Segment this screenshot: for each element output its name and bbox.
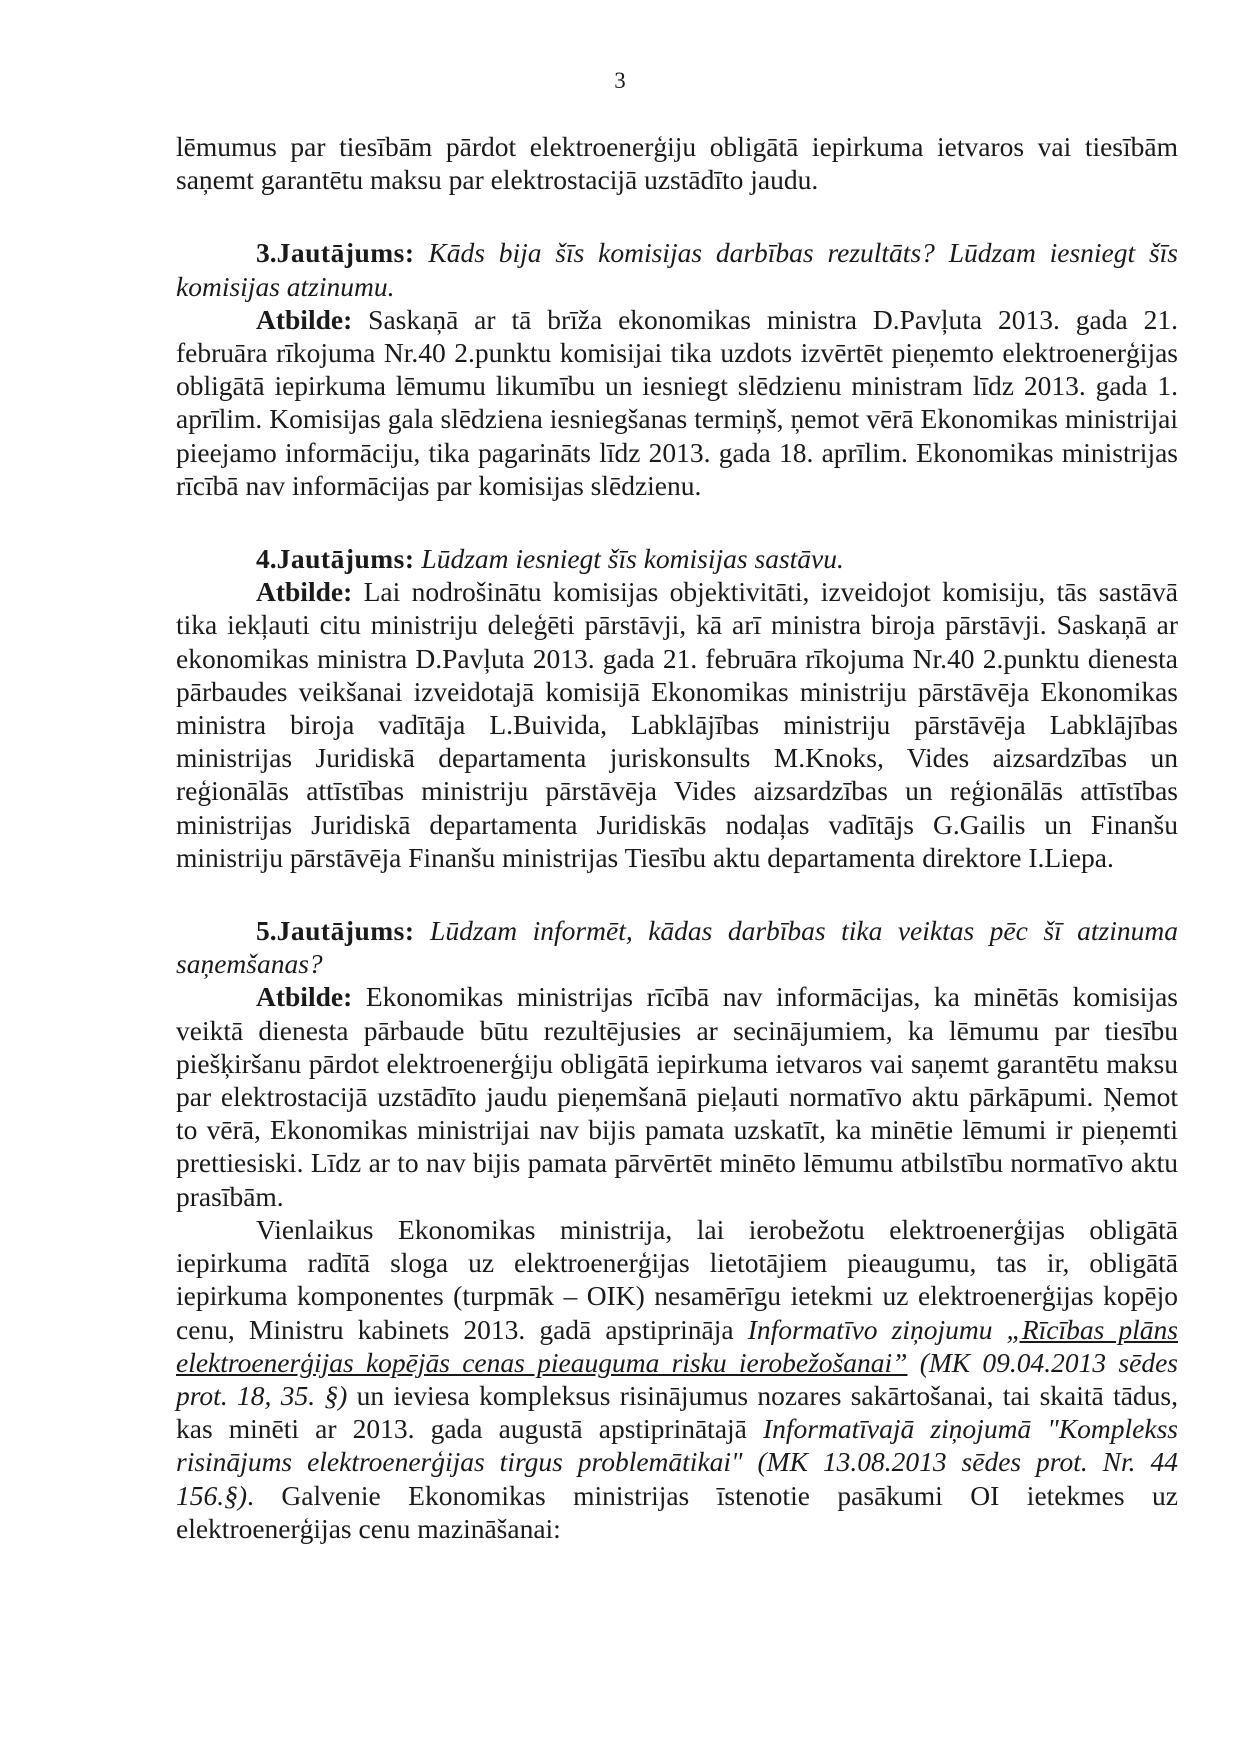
final-text-italic-underlined: „Rīcības plāns elektroenerģijas kopējās cenas pieauguma risku ierobežošanai” — [176, 1313, 1178, 1378]
answer-5 — [176, 980, 1178, 1212]
answer-label: Atbilde: — [256, 576, 353, 608]
answer-text: Lai nodrošinātu komisijas objektivitāti, izveidojot komisiju, tās sastāvā tika iekļauti citu ministriju deleģēti pārstāvji, kā arī ministra biroja pārstāvji. Saskaņā ar ekonomikas ministra D.Pavļuta 2013. gada 21. februāra rīkojuma Nr.40 2.punktu dienesta pārbaudes veikšanai izveidotajā komisijā Ekonomikas ministriju pārstāvēja Ekonomikas ministra biroja vadītāja L.Buivida, Labklājības ministriju pārstāvēja Labklājības ministrijas Juridiskā departamenta juriskonsults M.Knoks, Vides aizsardzības un reģionālās attīstības ministriju pārstāvēja Vides aizsardzības un reģionālās attīstības ministrijas Juridiskā departamenta Juridiskās nodaļas vadītājs G.Gailis un Finanšu ministriju pārstāvēja Finanšu ministrijas Tiesību aktu departamenta direktore I.Liepa. — [176, 576, 1178, 873]
final-text-part2: un ieviesa kompleksus risinājumus nozares sakārtošanai, tai skaitā tādus, kas minēti ar 2013. gada augustā apstiprinātajā — [176, 1379, 1178, 1445]
question-text: Lūdzam informēt, kādas darbības tika veiktas pēc šī atzinuma saņemšanas? — [176, 915, 1179, 980]
final-text-italic1: Informatīvo ziņojumu — [747, 1313, 1007, 1345]
question-number: 4. — [256, 543, 277, 575]
final-text-part1: Vienlaikus Ekonomikas ministrija, lai ierobežotu elektroenerģijas obligātā iepirkuma radītā sloga uz elektroenerģijas lietotājiem pieaugumu, tas ir, obligātā iepirkuma komponentes (turpmāk – OIK) nesamērīgu ietekmi uz elektroenerģijas kopējo cenu, Ministru kabinets 2013. gadā apstiprināja — [176, 1213, 1178, 1345]
question-label: Jautājums: — [276, 237, 415, 269]
answer-4 — [176, 575, 1178, 874]
final-text-part3: . Galvenie Ekonomikas ministrijas īstenotie pasākumi OI ietekmes uz elektroenerģijas cenu mazināšanai: — [176, 1479, 1178, 1544]
answer-label: Atbilde: — [256, 981, 353, 1013]
final-text-italic3: Informatīvajā ziņojumā "Komplekss risinājums elektroenerģijas tirgus problemātikai" (MK 13.08.2013 sēdes prot. Nr. 44 156.§) — [176, 1413, 1178, 1511]
question-number: 5. — [256, 915, 277, 947]
document-body — [176, 130, 1178, 1545]
question-5 — [176, 914, 1178, 980]
intro-paragraph: lēmumus par tiesībām pārdot elektroenerģiju obligātā iepirkuma ietvaros vai tiesībām saņemt garantētu maksu par elektrostacijā uzstādīto jaudu. — [176, 131, 1178, 196]
page-number: 3 — [614, 68, 626, 93]
answer-text: Ekonomikas ministrijas rīcībā nav informācijas, ka minētās komisijas veiktā dienesta pārbaude būtu rezultējusies ar secinājumiem, ka lēmumu par tiesību piešķiršanu pārdot elektroenerģiju obligātā iepirkuma ietvaros vai saņemt garantētu maksu par elektrostacijā uzstādīto jaudu pieņemšanā pieļauti normatīvo aktu pārkāpumi. Ņemot to vērā, Ekonomikas ministrijai nav bijis pamata uzskatīt, ka minētie lēmumi ir pieņemti prettiesiski. Līdz ar to nav bijis pamata pārvērtēt minēto lēmumu atbilstību normatīvo aktu prasībām. — [176, 981, 1178, 1212]
question-text: Lūdzam iesniegt šīs komisijas sastāvu. — [421, 543, 844, 575]
answer-3 — [176, 303, 1178, 502]
final-paragraph — [176, 1213, 1178, 1545]
answer-label: Atbilde: — [256, 303, 353, 335]
final-text-italic2: (MK 09.04.2013 sēdes prot. 18, 35. §) — [176, 1346, 1178, 1411]
question-label: Jautājums: — [276, 543, 415, 575]
question-3 — [176, 236, 1178, 302]
question-number: 3. — [256, 237, 277, 269]
answer-text: Saskaņā ar tā brīža ekonomikas ministra D.Pavļuta 2013. gada 21. februāra rīkojuma Nr.40 2.punktu komisijai tika uzdots izvērtēt pieņemto elektroenerģijas obligātā iepirkuma lēmumu likumību un iesniegt slēdzienu ministram līdz 2013. gada 1. aprīlim. Komisijas gala slēdziena iesniegšanas termiņš, ņemot vērā Ekonomikas ministrijai pieejamo informāciju, tika pagarināts līdz 2013. gada 18. aprīlim. Ekonomikas ministrijas rīcībā nav informācijas par komisijas slēdzienu. — [176, 303, 1178, 501]
question-4 — [176, 542, 1178, 575]
question-text: Kāds bija šīs komisijas darbības rezultāts? Lūdzam iesniegt šīs komisijas atzinumu. — [176, 237, 1179, 302]
question-label: Jautājums: — [276, 915, 415, 947]
